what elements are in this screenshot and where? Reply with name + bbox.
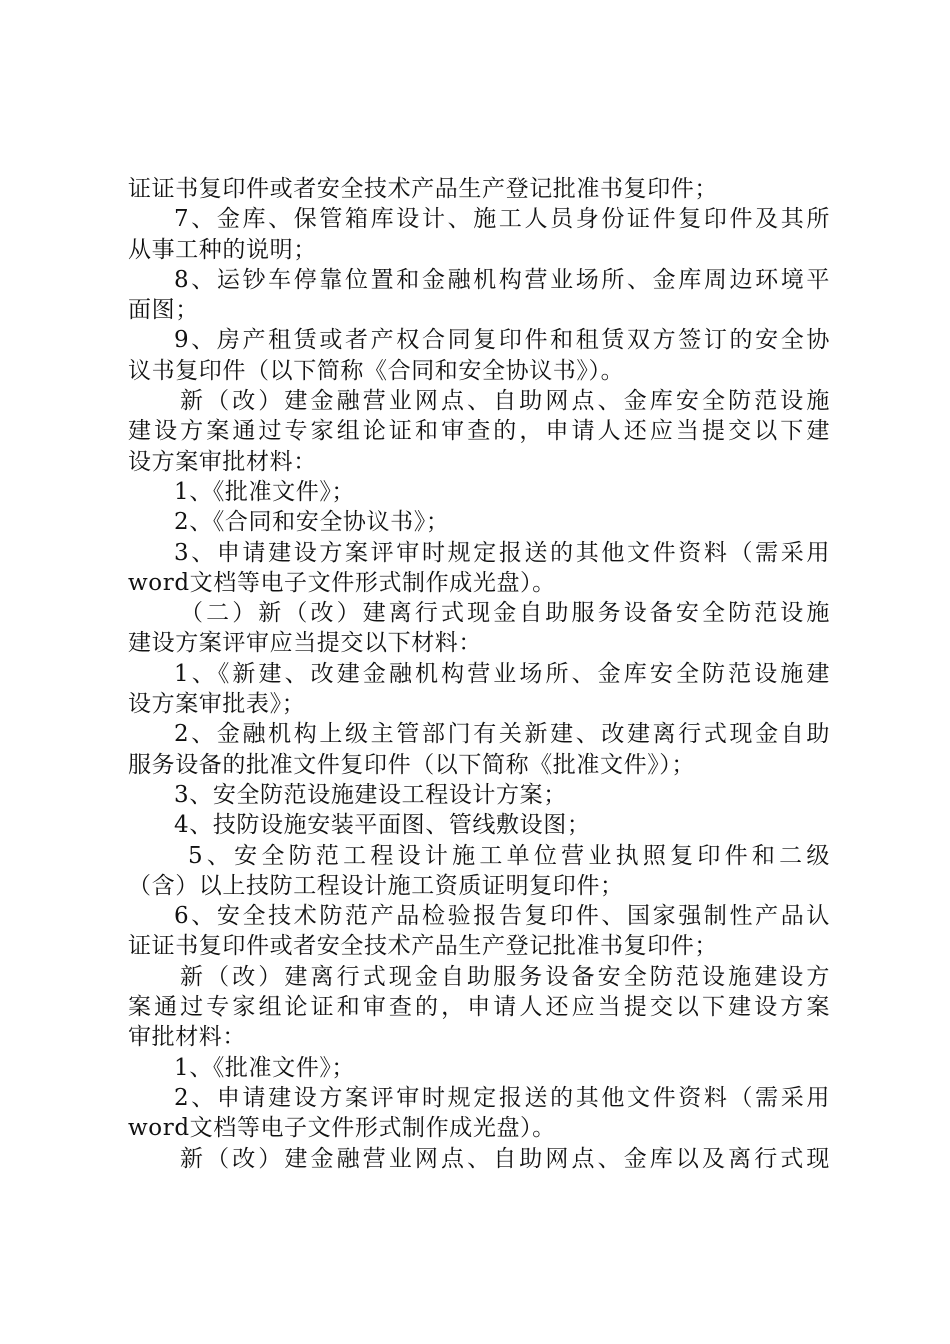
text-line: 5、安全防范工程设计施工单位营业执照复印件和二级: [188, 842, 830, 869]
text-line: 1、《新建、改建金融机构营业场所、金库安全防范设施建: [174, 660, 830, 687]
text-line: 设方案审批表》；: [128, 691, 306, 718]
text-line: 2、《合同和安全协议书》；: [174, 509, 450, 536]
text-line: 9、房产租赁或者产权合同复印件和租赁双方签订的安全协: [174, 327, 830, 354]
text-line: 7、金库、保管箱库设计、施工人员身份证件复印件及其所: [174, 206, 830, 233]
text-line: 面图；: [128, 297, 199, 324]
text-line: 8、运钞车停靠位置和金融机构营业场所、金库周边环境平: [174, 266, 830, 293]
text-line: 服务设备的批准文件复印件（以下简称《批准文件》）；: [128, 751, 695, 778]
body-text: [128, 174, 830, 1174]
text-line: （二）新（改）建离行式现金自助服务设备安全防范设施: [180, 600, 830, 627]
text-line: 2、申请建设方案评审时规定报送的其他文件资料（需采用: [174, 1084, 830, 1111]
text-line: word文档等电子文件形式制作成光盘）。: [128, 1115, 556, 1142]
text-line: 案通过专家组论证和审查的，申请人还应当提交以下建设方案: [128, 994, 830, 1021]
text-line: 1、《批准文件》；: [174, 1054, 356, 1081]
text-line: word文档等电子文件形式制作成光盘）。: [128, 569, 556, 596]
text-line: 4、技防设施安装平面图、管线敷设图；: [174, 812, 591, 839]
text-line: 建设方案评审应当提交以下材料：: [128, 630, 482, 657]
text-line: 3、申请建设方案评审时规定报送的其他文件资料（需采用: [174, 539, 830, 566]
text-line: 新（改）建金融营业网点、自助网点、金库以及离行式现: [180, 1145, 830, 1172]
text-line: 3、安全防范设施建设工程设计方案；: [174, 781, 567, 808]
text-line: 新（改）建离行式现金自助服务设备安全防范设施建设方: [180, 963, 830, 990]
text-line: 建设方案通过专家组论证和审查的，申请人还应当提交以下建: [128, 418, 830, 445]
text-line: 议书复印件（以下简称《合同和安全协议书》）。: [128, 357, 625, 384]
text-line: 2、金融机构上级主管部门有关新建、改建离行式现金自助: [174, 721, 830, 748]
text-line: 新（改）建金融营业网点、自助网点、金库安全防范设施: [180, 388, 830, 415]
text-line: 证证书复印件或者安全技术产品生产登记批准书复印件；: [128, 176, 718, 202]
text-line: （含）以上技防工程设计施工资质证明复印件；: [128, 872, 624, 899]
text-line: 审批材料：: [128, 1024, 246, 1051]
text-line: 6、安全技术防范产品检验报告复印件、国家强制性产品认: [174, 903, 830, 930]
text-line: 证证书复印件或者安全技术产品生产登记批准书复印件；: [128, 933, 718, 960]
text-line: 1、《批准文件》；: [174, 478, 356, 505]
text-line: 从事工种的说明；: [128, 236, 317, 263]
text-line: 设方案审批材料：: [128, 448, 317, 475]
